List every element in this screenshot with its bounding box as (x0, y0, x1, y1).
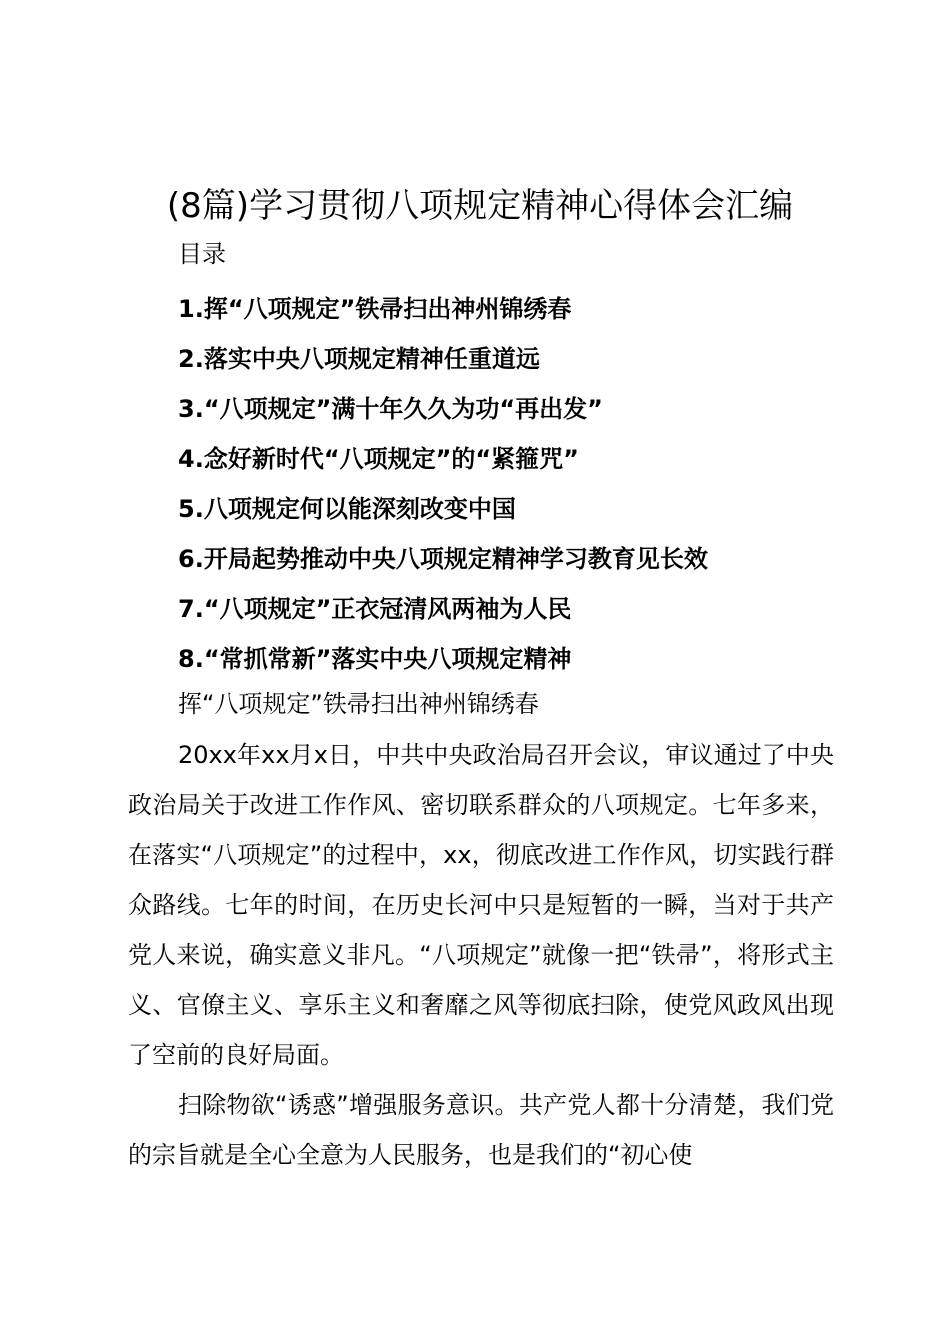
toc-item: 3.“八项规定”满十年久久为功“再出发” (178, 395, 603, 423)
toc-label: 目录 (178, 240, 226, 268)
section-title: 挥“八项规定”铁帚扫出神州锦绣春 (178, 690, 539, 718)
document-title: (8篇)学习贯彻八项规定精神心得体会汇编 (166, 186, 794, 226)
toc-item: 7.“八项规定”正衣冠清风两袖为人民 (178, 595, 572, 623)
paragraph: 扫除物欲“诱惑”增强服务意识。共产党人都十分清楚，我们党的宗旨就是全心全意为人民服务，也是我们的“初心使 (128, 1091, 834, 1169)
toc-item: 8.“常抓常新”落实中央八项规定精神 (178, 645, 572, 673)
toc-item: 5.八项规定何以能深刻改变中国 (178, 495, 516, 523)
body-text (128, 730, 834, 1180)
paragraph: 20xx年xx月x日，中共中央政治局召开会议，审议通过了中央政治局关于改进工作作风、密切联系群众的八项规定。七年多来，在落实“八项规定”的过程中，xx，彻底改进工作作风，切实践行群众路线。七年的时间，在历史长河中只是短暂的一瞬，当对于共产党人来说，确实意义非凡。“八项规定”就像一把“铁帚”，将形式主义、官僚主义、享乐主义和奢靡之风等彻底扫除，使党风政风出现了空前的良好局面。 (128, 741, 834, 1069)
toc-item: 2.落实中央八项规定精神任重道远 (178, 345, 540, 373)
toc-item: 1.挥“八项规定”铁帚扫出神州锦绣春 (178, 295, 572, 323)
table-of-contents (178, 284, 708, 684)
toc-item: 4.念好新时代“八项规定”的“紧箍咒” (178, 445, 579, 473)
toc-item: 6.开局起势推动中央八项规定精神学习教育见长效 (178, 545, 708, 573)
